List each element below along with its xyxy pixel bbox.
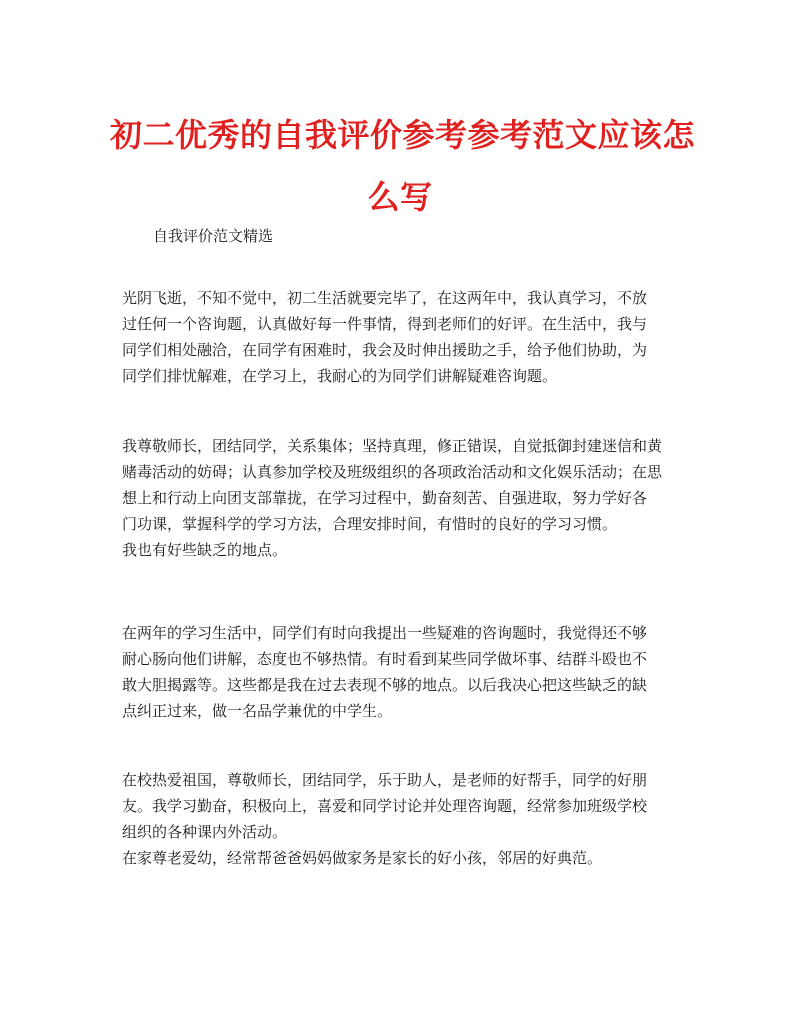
text-line: 在校热爱祖国，尊敬师长，团结同学，乐于助人，是老师的好帮手，同学的好朋: [122, 771, 648, 789]
title-line: 初二优秀的自我评价参考参考范文应该怎: [110, 116, 696, 154]
text-line: 想上和行动上向团支部靠拢，在学习过程中，勤奋刻苦、自强进取，努力学好各: [122, 489, 648, 507]
paragraph-2: [122, 433, 682, 563]
document-subtitle: 自我评价范文精选: [153, 227, 274, 245]
text-line: 我也有好些缺乏的地点。: [122, 541, 288, 559]
text-line: 在两年的学习生活中，同学们有时向我提出一些疑难的咨询题时，我觉得还不够: [122, 624, 648, 642]
text-line: 过任何一个咨询题，认真做好每一件事情，得到老师们的好评。在生活中，我与: [122, 315, 648, 333]
text-line: 耐心肠向他们讲解，态度也不够热情。有时看到某些同学做坏事、结群斗殴也不: [122, 650, 648, 668]
text-line: 点纠正过来，做一名品学兼优的中学生。: [122, 702, 393, 720]
document-title: [110, 104, 696, 228]
text-line: 同学们相处融洽，在同学有困难时，我会及时伸出援助之手，给予他们协助，为: [122, 341, 648, 359]
text-line: 赌毒活动的妨碍；认真参加学校及班级组织的各项政治活动和文化娱乐活动；在思: [122, 463, 663, 481]
text-line: 敢大胆揭露等。这些都是我在过去表现不够的地点。以后我决心把这些缺乏的缺: [122, 676, 648, 694]
text-line: 友。我学习勤奋，积极向上，喜爱和同学讨论并处理咨询题，经常参加班级学校: [122, 797, 648, 815]
paragraph-4: [122, 767, 682, 871]
text-line: 组织的各种课内外活动。: [122, 823, 288, 841]
paragraph-1: [122, 285, 682, 389]
text-line: 我尊敬师长，团结同学，关系集体；坚持真理，修正错误，自觉抵御封建迷信和黄: [122, 437, 663, 455]
paragraph-3: [122, 620, 682, 724]
text-line: 在家尊老爱幼，经常帮爸爸妈妈做家务是家长的好小孩，邻居的好典范。: [122, 849, 603, 867]
title-line: 么写: [367, 178, 433, 216]
text-line: 同学们排忧解难，在学习上，我耐心的为同学们讲解疑难咨询题。: [122, 367, 558, 385]
text-line: 光阴飞逝，不知不觉中，初二生活就要完毕了，在这两年中，我认真学习，不放: [122, 289, 648, 307]
text-line: 门功课，掌握科学的学习方法，合理安排时间，有惜时的良好的学习习惯。: [122, 515, 618, 533]
